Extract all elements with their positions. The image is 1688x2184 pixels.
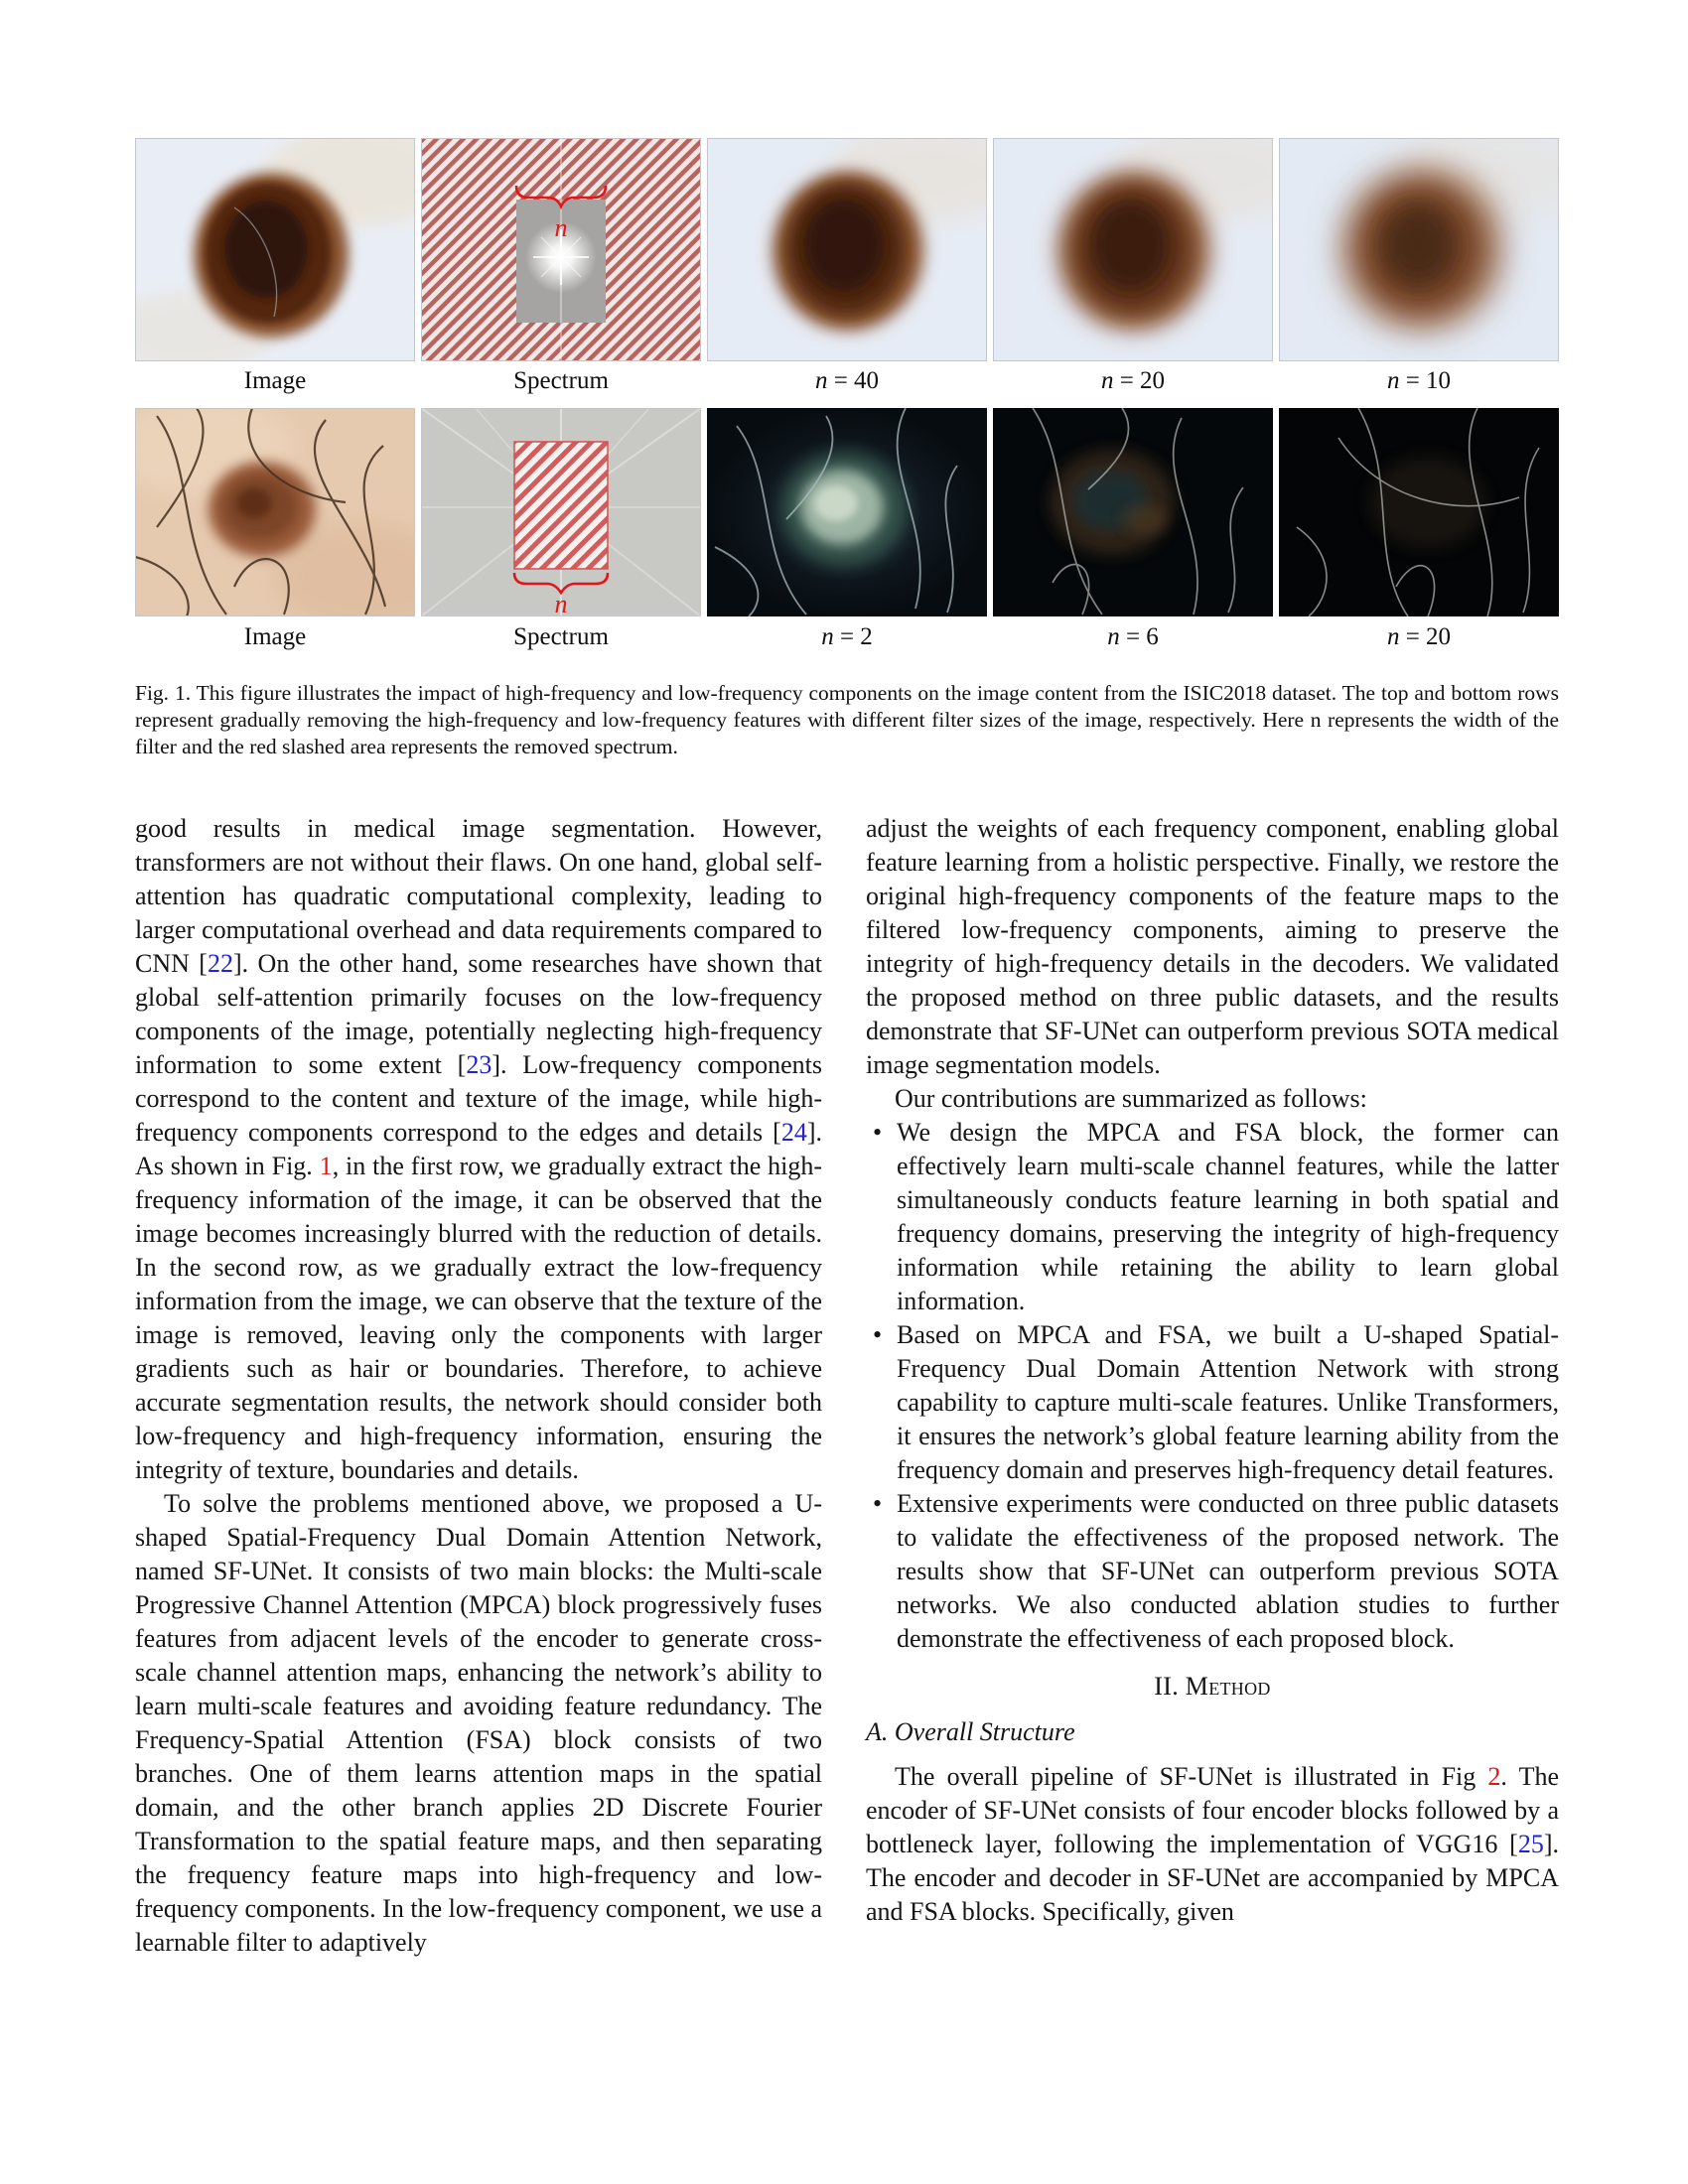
label-row1-image: Image	[243, 367, 307, 394]
left-column	[135, 812, 822, 1960]
label-row2-spectrum: Spectrum	[513, 623, 609, 650]
label-row2-image: Image	[243, 623, 307, 650]
left-paragraph-1: good results in medical image segmentation. However, transformers are not without their flaws. On one hand, global self-attention has quadratic computational complexity, leading to larger computational overhead and data requirements compared to CNN [22]. On the other hand, some researches have shown that global self-attention primarily focuses on the low-frequency components of the image, potentially neglecting high-frequency information to some extent [23]. Low-frequency components correspond to the content and texture of the image, while high-frequency components correspond to the edges and details [24]. As shown in Fig. 1, in the first row, we gradually extract the high-frequency information of the image, it can be observed that the image becomes increasingly blurred with the reduction of details. In the second row, as we gradually extract the low-frequency information from the image, we can observe that the texture of the image is removed, leaving only the components with larger gradients such as hair or boundaries. Therefore, to achieve accurate segmentation results, the network should consider both low-frequency and high-frequency information, ensuring the integrity of texture, boundaries and details.	[135, 814, 822, 1484]
lesion-photo-row2	[135, 408, 415, 616]
contributions-list	[866, 1116, 1559, 1656]
filtered-image-row1-n40	[707, 138, 987, 361]
filtered-image-row1-n10	[1279, 138, 1559, 361]
contribution-item-2-text: Based on MPCA and FSA, we built a U-shaped Spatial-Frequency Dual Domain Attention Network with strong capability to capture multi-scale features. Unlike Transformers, it ensures the network’s global feature learning ability from the frequency domain and preserves high-frequency detail features.	[897, 1320, 1559, 1484]
figure-1	[135, 138, 1559, 760]
left-paragraph-2: To solve the problems mentioned above, we proposed a U-shaped Spatial-Frequency Dual Domain Attention Network, named SF-UNet. It consists of two main blocks: the Multi-scale Progressive Channel Attention (MPCA) block progressively fuses features from adjacent levels of the encoder to generate cross-scale channel attention maps, enhancing the network’s ability to learn multi-scale features and avoiding feature redundancy. The Frequency-Spatial Attention (FSA) block consists of two branches. One of them learns attention maps in the spatial domain, and the other branch applies 2D Discrete Fourier Transformation to the spatial feature maps, and then separating the frequency feature maps into high-frequency and low-frequency components. In the low-frequency component, we use a learnable filter to adaptively	[135, 1489, 822, 1957]
label-row2-n6: n = 6	[1107, 623, 1159, 650]
right-column	[866, 812, 1559, 1929]
right-paragraph-2: The overall pipeline of SF-UNet is illustrated in Fig 2. The encoder of SF-UNet consists of four encoder blocks followed by a bottleneck layer, following the implementation of VGG16 [25]. The encoder and decoder in SF-UNet are accompanied by MPCA and FSA blocks. Specifically, given	[866, 1762, 1559, 1926]
label-row1-spectrum: Spectrum	[513, 367, 609, 394]
spectrum-row1	[421, 138, 701, 361]
figure-caption: Fig. 1. This figure illustrates the impact of high-frequency and low-frequency components on the image content from the ISIC2018 dataset. The top and bottom rows represent gradually removing the high-frequency and low-frequency features with different filter sizes of the image, respectively. Here n represents the width of the filter and the red slashed area represents the removed spectrum.	[135, 681, 1559, 758]
contribution-item-1	[866, 1116, 1559, 1318]
bullet-icon: •	[873, 1118, 883, 1147]
label-row2-n20: n = 20	[1386, 623, 1452, 650]
contributions-lead: Our contributions are summarized as follows:	[895, 1084, 1367, 1113]
section-heading-method: II. Method	[1154, 1672, 1271, 1701]
spectrum-row2	[421, 408, 701, 616]
filtered-image-row1-n20	[993, 138, 1273, 361]
figure-row-1	[135, 138, 1559, 361]
contribution-item-2	[866, 1318, 1559, 1487]
filtered-image-row2-n6	[993, 408, 1273, 616]
bullet-icon: •	[873, 1489, 883, 1518]
bullet-icon: •	[873, 1320, 883, 1349]
lesion-photo-row1	[135, 138, 415, 361]
label-row2-n2: n = 2	[821, 623, 873, 650]
filter-width-annotation-row1: n	[554, 213, 568, 242]
contribution-item-3	[866, 1487, 1559, 1656]
label-row1-n10: n = 10	[1386, 367, 1452, 394]
filtered-image-row2-n2	[707, 408, 987, 616]
contribution-item-1-text: We design the MPCA and FSA block, the former can effectively learn multi-scale channel features, while the latter simultaneously conducts feature learning in both spatial and frequency domains, preserving the integrity of high-frequency information while retaining the ability to learn global information.	[897, 1118, 1559, 1315]
filter-width-annotation-row2: n	[554, 590, 568, 616]
label-row1-n20: n = 20	[1100, 367, 1166, 394]
right-paragraph-1: adjust the weights of each frequency component, enabling global feature learning from a holistic perspective. Finally, we restore the original high-frequency components of the feature maps to the filtered low-frequency components, aiming to preserve the integrity of high-frequency details in the decoders. We validated the proposed method on three public datasets, and the results demonstrate that SF-UNet can outperform previous SOTA medical image segmentation models.	[866, 814, 1559, 1079]
figure-row-1-labels	[135, 366, 1559, 396]
label-row1-n40: n = 40	[814, 367, 880, 394]
filtered-image-row2-n20	[1279, 408, 1559, 616]
subsection-overall-structure: A. Overall Structure	[866, 1717, 1075, 1746]
figure-row-2	[135, 408, 1559, 616]
removed-spectrum-area	[514, 442, 608, 569]
contribution-item-3-text: Extensive experiments were conducted on three public datasets to validate the effectiveness of the proposed network. The results show that SF-UNet can outperform previous SOTA networks. We also conducted ablation studies to further demonstrate the effectiveness of each proposed block.	[897, 1489, 1559, 1653]
figure-row-2-labels	[135, 622, 1559, 652]
